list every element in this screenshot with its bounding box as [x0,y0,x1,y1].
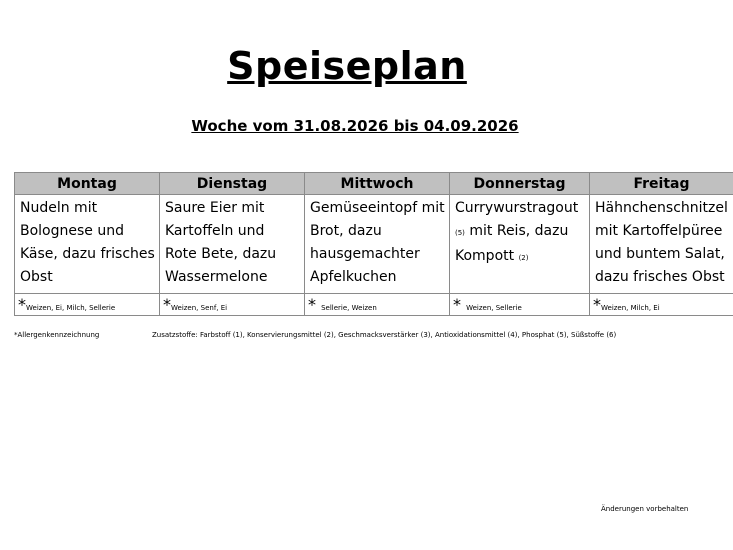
additive-marker: (2) [518,254,529,262]
dish-friday: Hähnchenschnitzel mit Kartoffelpüree und buntem Salat, dazu frisches Obst [590,195,733,294]
allergen-star: * [18,295,26,314]
allergen-list: Weizen, Ei, Milch, Sellerie [26,304,116,312]
allergen-star: * [308,295,316,314]
allergen-star: * [163,295,171,314]
header-monday: Montag [15,173,160,195]
allergen-list: Weizen, Sellerie [466,304,522,312]
dish-monday: Nudeln mit Bolognese und Käse, dazu frisches Obst [15,195,160,294]
allergens-wednesday [305,294,450,316]
weekday-header-row [15,173,733,195]
menu-table [14,172,733,316]
header-tuesday: Dienstag [160,173,305,195]
disclaimer: Änderungen vorbehalten [601,505,689,513]
allergens-thursday [450,294,590,316]
allergen-star: * [593,295,601,314]
allergens-monday [15,294,160,316]
allergen-row [15,294,733,316]
allergen-list: Sellerie, Weizen [321,304,377,312]
dish-thursday-name: Currywurstragout [455,200,579,216]
allergen-list: Weizen, Senf, Ei [171,304,228,312]
dish-row [15,195,733,294]
week-range: Woche vom 31.08.2026 bis 04.09.2026 [191,117,519,135]
allergen-list: Weizen, Milch, Ei [601,304,660,312]
additives-footnote: Zusatzstoffe: Farbstoff (1), Konservierungsmittel (2), Geschmacksverstärker (3), Antioxidationsmittel (4), Phosphat (5), Süßstoffe (6) [152,331,617,339]
allergen-footnote: *Allergenkennzeichnung [14,331,100,339]
page-title: Speiseplan [227,44,467,88]
header-friday: Freitag [590,173,733,195]
additive-marker: (5) [455,229,465,237]
allergens-tuesday [160,294,305,316]
header-thursday: Donnerstag [450,173,590,195]
dish-tuesday: Saure Eier mit Kartoffeln und Rote Bete, dazu Wassermelone [160,195,305,294]
dish-thursday-rest: mit Reis, dazu Kompott [455,223,569,264]
dish-wednesday: Gemüseeintopf mit Brot, dazu hausgemachter Apfelkuchen [305,195,450,294]
allergens-friday [590,294,733,316]
allergen-star: * [453,295,461,314]
dish-thursday [450,195,590,294]
header-wednesday: Mittwoch [305,173,450,195]
